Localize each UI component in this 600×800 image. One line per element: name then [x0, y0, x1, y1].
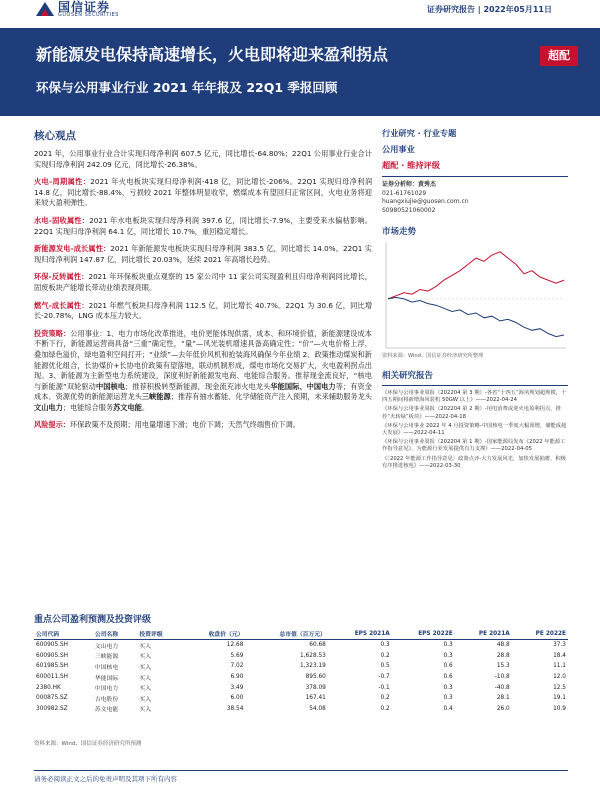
table-header-row	[34, 628, 568, 640]
table-cell: 吉电股份	[94, 696, 119, 703]
chart-series-line-1	[388, 297, 564, 336]
table-cell: 167.41	[305, 695, 326, 702]
table-row	[34, 661, 568, 672]
table-cell: 7.02	[230, 663, 244, 670]
risk-label: 风险提示：	[34, 420, 70, 430]
table-row	[34, 682, 568, 693]
table-cell: 0.5	[380, 663, 390, 670]
table-cell: 11.1	[553, 663, 566, 670]
table-cell: 600905.SH	[36, 642, 69, 649]
table-cell: 0.3	[443, 684, 453, 691]
market-trend-svg	[382, 240, 568, 350]
table-cell: 60.68	[309, 642, 326, 649]
gas-text: 2021 年燃气板块归母净利润 112.5 亿，同比增长 40.7%。22Q1 为 30.6 亿，同比增长-20.78%，LNG 成本压力较大。	[34, 300, 373, 321]
table-cell: 买入	[139, 664, 152, 671]
th-mktcap: 总市值（百万元）	[245, 628, 327, 640]
report-tag: 证券研究报告 | 2022年05月11日	[426, 5, 552, 14]
table-cell: 苏文电能	[94, 707, 119, 714]
table-body	[34, 640, 568, 715]
table-cell: 6.90	[230, 674, 244, 681]
th-code: 公司代码	[34, 628, 93, 640]
related-report-2[interactable]: 《环保与公用事业周报（202204 第 2 期）-用电消费或迎火电盈利拐点，推荐“火转绿”板块》——2022-04-18	[382, 406, 561, 420]
table-cell: 600011.SH	[36, 674, 69, 681]
invest-text-4: ；推荐有抽水蓄能、化学储能资产注入预期，未来辅助服务龙头	[170, 392, 372, 402]
logo-text-en: GUOSEN SECURITIES	[58, 12, 119, 18]
table-cell: 38.54	[226, 705, 244, 712]
th-name: 公司名称	[93, 628, 138, 640]
category-label: 行业研究 · 行业专题	[382, 128, 457, 138]
forecast-table	[34, 628, 568, 714]
logo-text-cn: 国信证券	[58, 0, 111, 14]
table-row	[34, 704, 568, 715]
sidebar-divider	[382, 176, 568, 177]
table-source: 资料来源：Wind、国信证券经济研究所预测	[34, 741, 142, 747]
invest-text-3: 等；有资金成本、资源优势的新能源运营龙头	[34, 381, 372, 402]
table-cell: 买入	[139, 654, 152, 661]
gas-paragraph	[34, 301, 372, 322]
core-title: 核心观点	[34, 130, 76, 142]
table-cell: 0.2	[380, 652, 390, 659]
hydro-label: 水电-固收属性：	[34, 215, 90, 225]
table-cell: -0.7	[378, 674, 390, 681]
invest-bold-4: 文山电力	[34, 402, 63, 412]
table-cell: 买入	[139, 675, 152, 682]
related-divider	[382, 385, 568, 386]
table-cell: -10.8	[494, 674, 510, 681]
table-cell: 000875.SZ	[36, 695, 68, 702]
table-cell: 26.0	[496, 705, 510, 712]
related-report-5[interactable]: 《〈2022 年能源工作指导意见〉政策点评-大力发展风光，加快发展抽蓄、积极有序推进核电》——2022-03-30	[382, 455, 566, 469]
table-cell: 2380.HK	[36, 684, 61, 691]
env-text: 2021 年环保板块重点观察的 15 家公司中 11 家公司实现盈利且归母净利润同比增长，固废板块产能增长带动业绩表现亮眼。	[34, 272, 372, 292]
table-cell: 6.00	[230, 695, 244, 702]
gas-label: 燃气-成长属性：	[34, 300, 89, 310]
table-cell: 1,323.19	[300, 663, 326, 670]
table-cell: 12.0	[553, 674, 566, 681]
table-cell: 18.4	[553, 652, 566, 659]
analyst-email: huangxiujie@guosen.com.cn	[382, 198, 469, 205]
table-cell: 895.60	[305, 674, 326, 681]
table-cell: 0.6	[443, 663, 453, 670]
related-title: 相关研究报告	[382, 371, 434, 381]
table-cell: 600905.SH	[36, 652, 69, 659]
table-cell: 华能国际	[94, 675, 119, 682]
analyst-cert: S0980521060002	[382, 206, 436, 214]
invest-paragraph	[34, 329, 372, 414]
table-cell: 10.9	[553, 705, 566, 712]
table-cell: 0.3	[443, 652, 453, 659]
rating-badge: 超配	[540, 46, 578, 66]
table-cell: 买入	[139, 643, 152, 650]
renew-paragraph	[34, 244, 372, 265]
table-cell: 0.4	[443, 705, 453, 712]
invest-bold-1: 中国核电	[95, 381, 125, 391]
env-paragraph	[34, 272, 372, 293]
footer-disclaimer: 请务必阅读正文之后的免责声明及其项下所有内容	[34, 770, 568, 783]
related-report-1[interactable]: 《环保与公用事业周报（202204 第 3 期）-各省“十四五”海风规划超规模，十四五期间将新增海风装机 50GW 以上》——2022-04-24	[382, 390, 567, 404]
analyst-phone: 021-61761029	[382, 189, 427, 197]
table-cell: 0.6	[443, 674, 453, 681]
report-title: 新能源发电保持高速增长，火电即将迎来盈利拐点	[36, 45, 389, 64]
th-close: 收盘价（元）	[182, 628, 245, 640]
table-cell: 0.2	[380, 695, 390, 702]
table-row	[34, 651, 568, 662]
invest-bold-5: 苏文电能	[113, 402, 142, 412]
table-cell: 买入	[139, 707, 152, 714]
table-cell: 买入	[139, 686, 152, 693]
table-cell: 1,628.53	[300, 652, 326, 659]
core-intro: 2021 年，公用事业行业合计实现归母净利润 607.5 亿元，同比增长-64.80%；22Q1 公用事业行业合计实现归母净利润 242.09 亿元，同比增长-26.38%。	[34, 149, 372, 169]
renew-label: 新能源发电-成长属性：	[34, 244, 111, 254]
table-cell: 15.3	[496, 663, 510, 670]
invest-bold-3: 三峡能源	[141, 392, 171, 402]
related-report-4[interactable]: 《环保与公用事业周报（202204 第 1 期）-国家能源局发布《2022 年能源工作指导意见》，为能源行业发展提供有力支撑》——2022-04-05	[382, 439, 566, 453]
table-cell: 37.3	[553, 642, 566, 649]
table-cell: -40.8	[494, 684, 510, 691]
invest-label: 投资策略：	[34, 328, 71, 338]
chart-title: 市场走势	[382, 227, 417, 237]
th-rating: 投资评级	[137, 628, 182, 640]
table-cell: 中国电力	[94, 686, 119, 693]
table-cell: 0.3	[443, 642, 453, 649]
invest-text-6: 。	[141, 402, 150, 412]
brand-logo	[36, 0, 156, 24]
analyst-name: 证券分析师：黄秀杰	[382, 181, 437, 188]
th-pe-2021a: PE 2021A	[455, 628, 512, 640]
invest-text-5: ；电能综合服务	[62, 402, 114, 412]
risk-text: 环保政策不及预期；用电量增速下滑；电价下调；天然气终端售价下调。	[69, 420, 300, 430]
table-cell: 19.1	[553, 695, 566, 702]
table-cell: 48.8	[496, 642, 510, 649]
sidebar	[382, 128, 568, 472]
table-cell: 12.5	[553, 684, 566, 691]
table-title: 重点公司盈利预测及投资评级	[34, 615, 152, 625]
thermal-text: 2021 年火电板块实现归母净利润-418 亿，同比增长-206%。22Q1 实现归母净利润 14.8 亿，同比增长-88.4%，亏损较 2021 年整体明显收窄，燃煤成本有望回归正常区间，火电业务将迎来较大盈利弹性。	[34, 177, 373, 208]
env-label: 环保-反转属性：	[34, 272, 89, 282]
table-cell: 54.08	[309, 705, 326, 712]
table-cell: 中国核电	[94, 664, 119, 671]
table-cell: 0.3	[443, 695, 453, 702]
table-cell: 28.8	[496, 652, 510, 659]
industry-label: 公用事业	[382, 144, 415, 154]
table-row	[34, 693, 568, 704]
top-bar	[0, 0, 600, 28]
table-cell: 3.49	[230, 684, 244, 691]
table-cell: 12.68	[226, 642, 244, 649]
table-cell: 买入	[139, 696, 152, 703]
market-trend-chart	[382, 240, 568, 350]
thermal-label: 火电-周期属性：	[34, 177, 91, 187]
table-cell: 378.09	[305, 684, 326, 691]
table-row	[34, 640, 568, 651]
renew-text: 2021 年新能源发电板块实现归母净利润 383.5 亿，同比增长 14.0%。22Q1 实现归母净利润 147.87 亿，同比增长 20.03%，延续 2021 年高增长趋势。	[34, 244, 372, 264]
th-eps-2022e: EPS 2022E	[392, 628, 455, 640]
th-pe-2022e: PE 2022E	[512, 628, 568, 640]
table-cell: 0.2	[380, 705, 390, 712]
report-subtitle: 环保与公用事业行业 2021 年年报及 22Q1 季报回顾	[36, 80, 338, 95]
table-cell: 文山电力	[94, 643, 119, 650]
invest-text-2: ；推荐积极转型新能源，现金流充沛火电龙头	[125, 381, 271, 391]
chart-series-line-0	[388, 252, 564, 299]
table-cell: 28.1	[496, 695, 510, 702]
table-cell: 5.69	[230, 652, 244, 659]
invest-bold-2: 华能国际、中国电力	[270, 381, 336, 391]
chart-source: 资料来源：Wind、国信证券经济研究所整理	[382, 353, 484, 359]
industry-rating: 超配 · 维持评级	[382, 160, 440, 170]
table-cell: 0.3	[380, 642, 390, 649]
logo-mark-icon	[36, 2, 54, 16]
risk-paragraph	[34, 420, 372, 431]
related-report-3[interactable]: 《环保与公用事业 2022 年 4 月投资策略-中国核电一季度大幅预增，储能成超大发展》——2022-04-11	[382, 422, 567, 437]
hydro-paragraph	[34, 216, 372, 237]
th-eps-2021a: EPS 2021A	[328, 628, 392, 640]
table-cell: 三峡能源	[94, 654, 119, 661]
table-cell: -0.1	[378, 684, 390, 691]
table-row	[34, 672, 568, 683]
table-cell: 300982.SZ	[36, 705, 68, 712]
thermal-paragraph	[34, 177, 372, 209]
invest-text: 公用事业：1、电力市场化改革推进，电价更能体现供需、成本、和环境价值，新能源建设成本不断下行，新能源运营商具备“三重”确定性，“量”—风光装机增速具备高确定性；“价”—火电价格上浮，叠加绿色溢价，绿电盈利空间打开；“业绩”—去年低价风机和抢装海风确保今年业绩 2、政策推动煤炭和新能源优化组合，长协煤价+长协电价政策有望落地，联动机制形成，煤电市场化交易扩大，火电盈利拐点出现。3、新能源为主新型电力系统建设，深度利好新能源发电商、电能综合服务。推荐现金流良好，“核电与新能源”双轮驱动	[34, 328, 372, 391]
title-banner	[0, 28, 600, 116]
table-cell: 601985.SH	[36, 663, 69, 670]
core-views	[34, 128, 372, 438]
hydro-text: 2021 年水电板块实现归母净利润 397.6 亿，同比增长-7.9%，主要受来水偏枯影响。22Q1 实现归母净利润 64.1 亿，同比增长 10.7%，重回稳定增长。	[34, 215, 372, 236]
